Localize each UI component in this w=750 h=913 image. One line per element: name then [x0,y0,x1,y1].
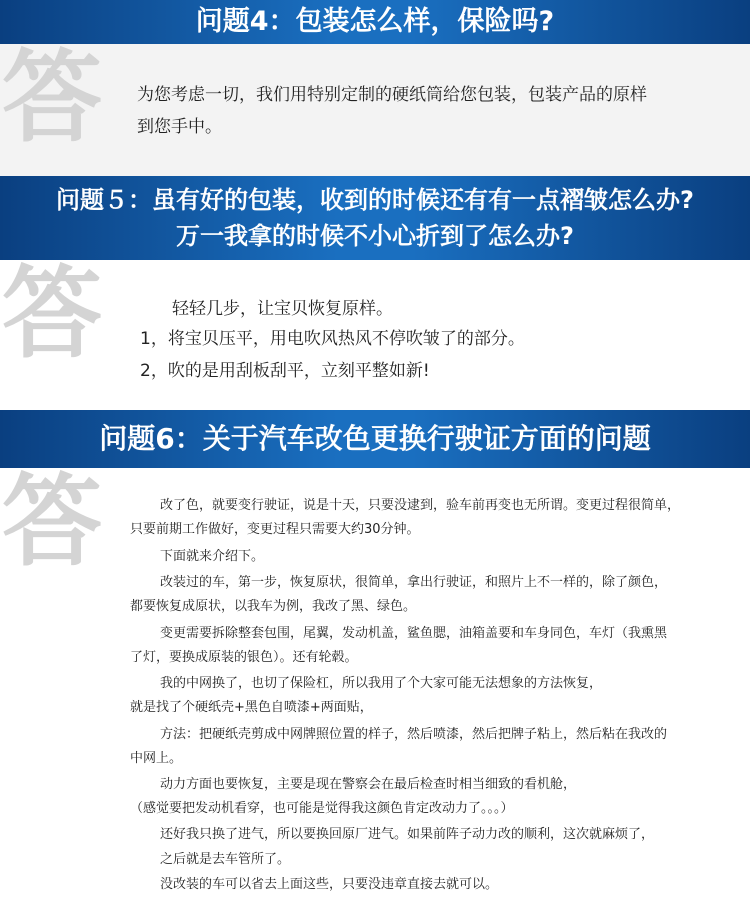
answer-6-line-5: 都要恢复成原状，以我车为例，我改了黑、绿色。 [130,599,417,614]
question-4-banner [0,0,750,44]
answer-4-line-2: 到您手中。 [137,117,222,137]
answer-6-line-9: 就是找了个硬纸壳+黑色自喷漆+两面贴， [130,700,373,715]
answer-6-line-11: 中网上。 [130,751,183,766]
question-4-title: 问题4：包装怎么样，保险吗? [195,6,555,37]
answer-6-line-14: 还好我只换了进气，所以要换回原厂进气。如果前阵子动力改的顺利，这次就麻烦了， [160,827,655,842]
answer-watermark-char: 答 [2,468,102,580]
question-6-banner [0,410,750,468]
answer-6-line-13: （感觉要把发动机看穿，也可能是觉得我这颜色肯定改动力了。。。） [130,801,514,816]
answer-6-line-6: 变更需要拆除整套包围，尾翼，发动机盖，鲨鱼腮，油箱盖要和车身同色，车灯（我熏黑 [160,626,668,641]
question-5-title-line-1: 问题５：虽有好的包装，收到的时候还有有一点褶皱怎么办? [56,186,694,214]
question-6-title: 问题6：关于汽车改色更换行驶证方面的问题 [99,422,651,455]
answer-6-line-16: 没改装的车可以省去上面这些，只要没违章直接去就可以。 [160,877,499,892]
answer-6-section [0,468,750,913]
answer-6-line-1: 改了色，就要变行驶证，说是十天，只要没逮到，验车前再变也无所谓。变更过程很简单， [160,498,681,513]
answer-6-line-12: 动力方面也要恢复，主要是现在警察会在最后检查时相当细致的看机舱， [160,777,577,792]
answer-6-line-15: 之后就是去车管所了。 [160,852,291,867]
answer-watermark-char: 答 [2,260,102,372]
question-5-banner [0,176,750,260]
answer-6-line-4: 改装过的车，第一步，恢复原状，很简单，拿出行驶证，和照片上不一样的，除了颜色， [160,575,668,590]
answer-5-section [0,260,750,410]
answer-6-line-7: 了灯，要换成原装的银色）。还有轮毂。 [130,650,358,665]
answer-6-line-10: 方法：把硬纸壳剪成中网牌照位置的样子，然后喷漆，然后把牌子粘上，然后粘在我改的 [160,727,668,742]
answer-watermark-char: 答 [2,44,102,156]
answer-5-line-1: 轻轻几步，让宝贝恢复原样。 [172,299,393,319]
answer-5-line-2: 1，将宝贝压平，用电吹风热风不停吹皱了的部分。 [140,329,525,349]
answer-4-line-1: 为您考虑一切，我们用特别定制的硬纸筒给您包装，包装产品的原样 [137,85,647,105]
answer-6-line-8: 我的中网换了，也切了保险杠，所以我用了个大家可能无法想象的方法恢复， [160,676,603,691]
answer-5-line-3: 2，吹的是用刮板刮平，立刻平整如新! [140,361,430,381]
answer-6-line-2: 只要前期工作做好，变更过程只需要大约30分钟。 [130,522,420,537]
answer-4-section [0,44,750,176]
question-5-title-line-2: 万一我拿的时候不小心折到了怎么办? [176,222,574,250]
answer-6-line-3: 下面就来介绍下。 [160,549,265,564]
